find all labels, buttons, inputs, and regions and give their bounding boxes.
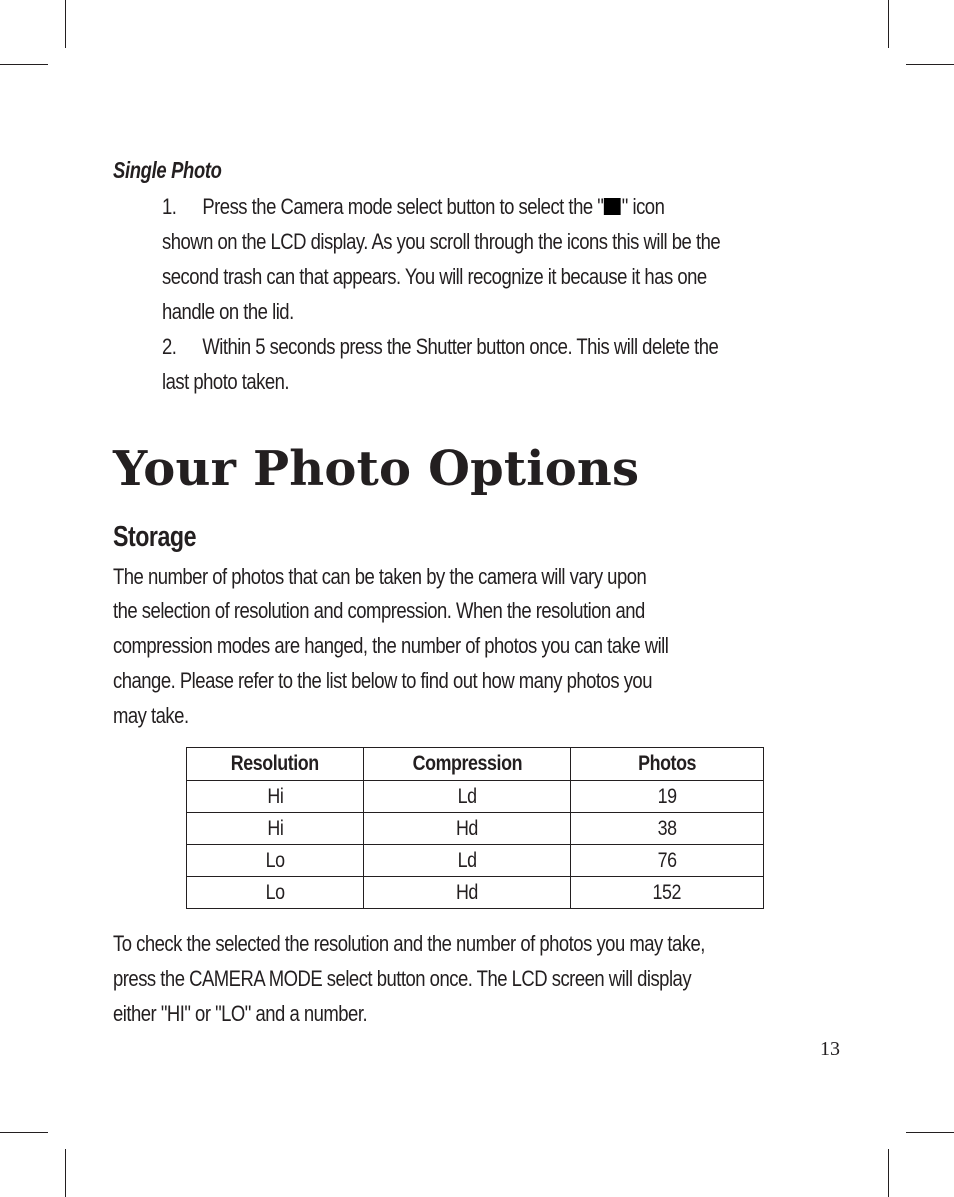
table-cell-compression bbox=[364, 781, 571, 813]
table-cell-text: Hi bbox=[266, 784, 284, 808]
storage-intro-line-2: the selection of resolution and compression. When the resolution and bbox=[113, 598, 645, 623]
crop-mark-top-right-horizontal bbox=[906, 64, 954, 65]
storage-intro-line-1: The number of photos that can be taken by the camera will vary upon bbox=[113, 564, 647, 589]
crop-mark-top-left-vertical bbox=[65, 0, 66, 48]
table-cell-text: Lo bbox=[265, 880, 285, 904]
step-1-text-before-icon: Press the Camera mode select button to select the " bbox=[202, 194, 604, 219]
table-row bbox=[187, 845, 764, 877]
table-cell-text: Hd bbox=[456, 880, 478, 904]
table-cell-text: 76 bbox=[657, 848, 677, 872]
storage-intro-line-5: may take. bbox=[113, 703, 189, 728]
table-row bbox=[187, 781, 764, 813]
table-cell-text: 38 bbox=[657, 816, 677, 840]
table-header-photos bbox=[571, 748, 764, 781]
table-cell-text: Hd bbox=[456, 816, 478, 840]
table-row bbox=[187, 877, 764, 909]
crop-mark-top-left-horizontal bbox=[0, 64, 48, 65]
crop-mark-bottom-left-horizontal bbox=[0, 1132, 48, 1133]
crop-mark-bottom-right-horizontal bbox=[906, 1132, 954, 1133]
storage-intro-line-3: compression modes are hanged, the number of photos you can take will bbox=[113, 633, 669, 658]
table-cell-photos bbox=[571, 813, 764, 845]
table-cell-photos bbox=[571, 877, 764, 909]
table-cell-compression bbox=[364, 845, 571, 877]
table-row bbox=[187, 813, 764, 845]
table-cell-resolution bbox=[187, 845, 364, 877]
table-cell-text: 19 bbox=[657, 784, 677, 808]
table-cell-compression bbox=[364, 813, 571, 845]
table-header-photos-label: Photos bbox=[638, 752, 696, 775]
table-cell-text: Lo bbox=[265, 848, 285, 872]
table-header-row bbox=[187, 748, 764, 781]
black-square-icon bbox=[604, 198, 621, 215]
table-cell-resolution bbox=[187, 781, 364, 813]
page-title: Your Photo Options bbox=[113, 441, 640, 497]
step-2-line-2: last photo taken. bbox=[162, 369, 290, 394]
table-cell-text: Ld bbox=[457, 848, 477, 872]
step-1-line-3: second trash can that appears. You will recognize it because it has one bbox=[162, 264, 707, 289]
table-cell-text: Hi bbox=[266, 816, 284, 840]
table-cell-resolution bbox=[187, 877, 364, 909]
storage-outro-line-1: To check the selected the resolution and the number of photos you may take, bbox=[113, 931, 705, 956]
section-heading-single-photo: Single Photo bbox=[113, 157, 222, 183]
step-2-text: Within 5 seconds press the Shutter button once. This will delete the bbox=[202, 334, 719, 359]
table-cell-photos bbox=[571, 845, 764, 877]
crop-mark-top-right-vertical bbox=[888, 0, 889, 48]
storage-intro-line-4: change. Please refer to the list below to find out how many photos you bbox=[113, 668, 652, 693]
step-2-line-1 bbox=[162, 334, 718, 360]
table-cell-photos bbox=[571, 781, 764, 813]
step-1-line-1 bbox=[162, 194, 664, 220]
step-1-line-4: handle on the lid. bbox=[162, 299, 294, 324]
crop-mark-bottom-left-vertical bbox=[65, 1149, 66, 1197]
table-cell-text: Ld bbox=[457, 784, 477, 808]
storage-outro-line-2: press the CAMERA MODE select button once. The LCD screen will display bbox=[113, 966, 692, 991]
subheading-storage: Storage bbox=[113, 521, 197, 553]
table-header-resolution bbox=[187, 748, 364, 781]
table-header-compression bbox=[364, 748, 571, 781]
storage-outro-line-3: either "HI" or "LO" and a number. bbox=[113, 1001, 368, 1026]
table-header-resolution-label: Resolution bbox=[231, 752, 319, 775]
step-1-text-after-icon: " icon bbox=[621, 194, 665, 219]
photo-storage-table bbox=[186, 747, 764, 909]
table-cell-compression bbox=[364, 877, 571, 909]
table-header-compression-label: Compression bbox=[412, 752, 522, 775]
table-cell-text: 152 bbox=[652, 880, 682, 904]
page-number: 13 bbox=[820, 1038, 840, 1060]
step-2-number: 2. bbox=[162, 334, 177, 359]
step-1-number: 1. bbox=[162, 194, 177, 219]
table-cell-resolution bbox=[187, 813, 364, 845]
step-1-line-2: shown on the LCD display. As you scroll through the icons this will be the bbox=[162, 229, 721, 254]
crop-mark-bottom-right-vertical bbox=[888, 1149, 889, 1197]
